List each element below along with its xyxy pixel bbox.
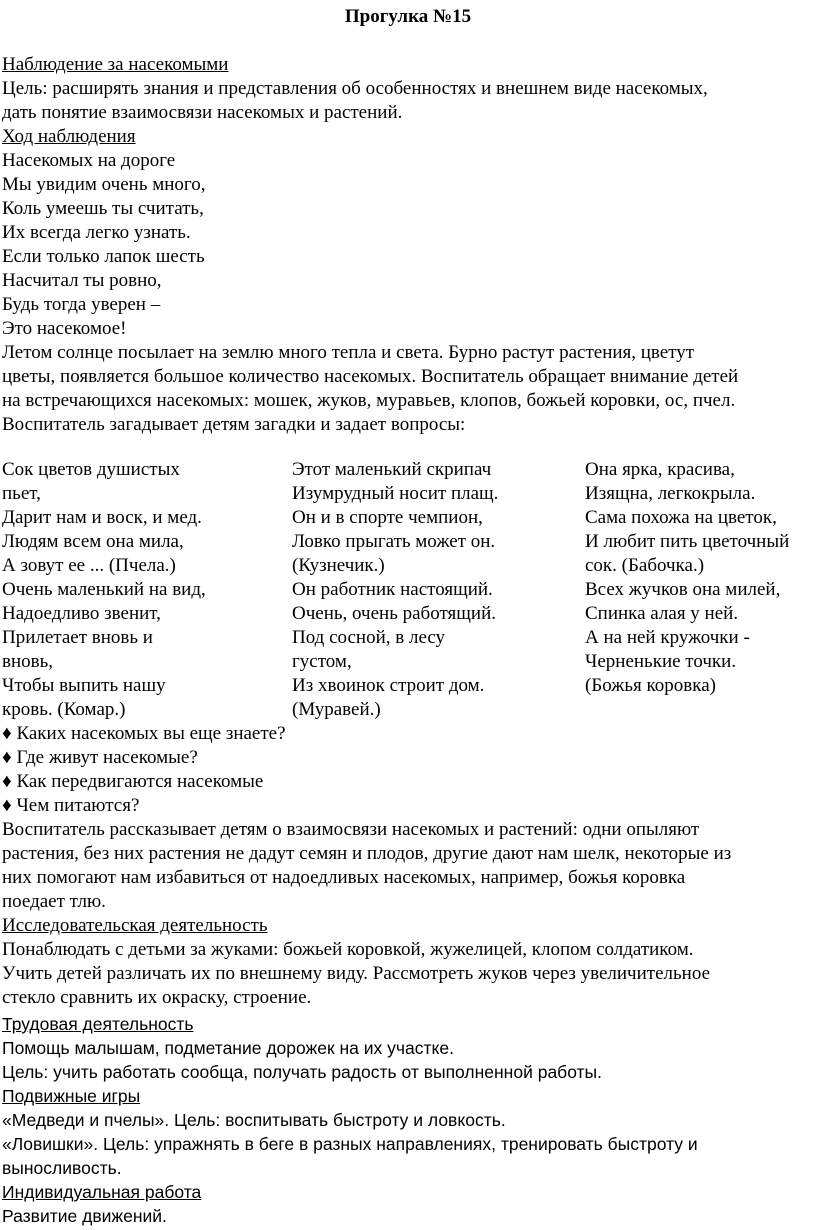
game-line: «Медведи и пчелы». Цель: воспитывать быстроту и ловкость.: [2, 1110, 506, 1130]
question-item: ♦ Как передвигаются насекомые: [2, 771, 264, 792]
riddle-line: Чтобы выпить нашу: [2, 675, 166, 696]
riddle-line: Он и в спорте чемпион,: [292, 507, 483, 528]
summer-line: Воспитатель загадывает детям загадки и задает вопросы:: [2, 414, 466, 435]
questions-and-activities: [2, 722, 814, 1010]
riddle-line: Очень, очень работящий.: [292, 603, 496, 624]
individual-line: Развитие движений.: [2, 1206, 167, 1226]
riddle-line: А зовут ее ... (Пчела.): [2, 555, 176, 576]
goal-line-1: Цель: расширять знания и представления об особенностях и внешнем виде насекомых,: [2, 78, 708, 99]
teacher-line: растения, без них растения не дадут семян и плодов, другие дают нам шелк, некоторые из: [2, 843, 732, 864]
poem-line: Будь тогда уверен –: [2, 294, 161, 315]
riddle-line: Он работник настоящий.: [292, 579, 493, 600]
riddle-line: Изящна, легкокрыла.: [585, 483, 756, 504]
game-line: выносливость.: [2, 1158, 122, 1178]
riddle-line: Сама похожа на цветок,: [585, 507, 777, 528]
question-item: ♦ Чем питаются?: [2, 795, 140, 816]
riddle-line: Она ярка, красива,: [585, 459, 735, 480]
teacher-line: Воспитатель рассказывает детям о взаимосвязи насекомых и растений: одни опыляют: [2, 819, 700, 840]
summer-line: Летом солнце посылает на землю много тепла и света. Бурно растут растения, цветут: [2, 342, 695, 363]
goal-line-2: дать понятие взаимосвязи насекомых и растений.: [2, 102, 403, 123]
riddle-line: (Божья коровка): [585, 675, 716, 696]
riddle-line: кровь. (Комар.): [2, 699, 126, 720]
riddle-line: Дарит нам и воск, и мед.: [2, 507, 202, 528]
riddle-line: Под сосной, в лесу: [292, 627, 446, 648]
research-line: Понаблюдать с детьми за жуками: божьей коровкой, жужелицей, клопом солдатиком.: [2, 939, 694, 960]
summer-line: цветы, появляется большое количество насекомых. Воспитатель обращает внимание детей: [2, 366, 739, 387]
labor-games-section: [2, 1012, 814, 1228]
riddle-line: (Кузнечик.): [292, 555, 385, 576]
poem-line: Коль умеешь ты считать,: [2, 198, 204, 219]
poem-line: Их всегда легко узнать.: [2, 222, 191, 243]
riddle-line: Очень маленький на вид,: [2, 579, 206, 600]
riddle-line: Из хвоинок строит дом.: [292, 675, 485, 696]
observation-section: [2, 53, 814, 437]
poem-line: Насекомых на дороге: [2, 150, 176, 171]
riddle-line: Прилетает вновь и: [2, 627, 153, 648]
research-heading: Исследовательская деятельность: [2, 915, 268, 936]
page-title: Прогулка №15: [344, 6, 472, 27]
riddle-line: Надоедливо звенит,: [2, 603, 161, 624]
riddle-line: И любит пить цветочный: [585, 531, 790, 552]
games-heading: Подвижные игры: [2, 1086, 141, 1106]
riddle-line: А на ней кружочки -: [585, 627, 750, 648]
poem-line: Насчитал ты ровно,: [2, 270, 162, 291]
question-item: ♦ Каких насекомых вы еще знаете?: [2, 723, 286, 744]
riddle-column-2: [292, 458, 498, 722]
teacher-line: поедает тлю.: [2, 891, 106, 912]
riddle-line: Всех жучков она милей,: [585, 579, 781, 600]
riddle-line: Черненькие точки.: [585, 651, 737, 672]
riddle-line: вновь,: [2, 651, 54, 672]
riddle-line: густом,: [292, 651, 352, 672]
game-line: «Ловишки». Цель: упражнять в беге в разных направлениях, тренировать быстроту и: [2, 1134, 698, 1154]
labor-heading: Трудовая деятельность: [2, 1014, 194, 1034]
riddle-line: пьет,: [2, 483, 41, 504]
course-heading: Ход наблюдения: [2, 126, 136, 147]
summer-line: на встречающихся насекомых: мошек, жуков, муравьев, клопов, божьей коровки, ос, пчел.: [2, 390, 736, 411]
teacher-line: них помогают нам избавиться от надоедливых насекомых, например, божья коровка: [2, 867, 686, 888]
observation-heading: Наблюдение за насекомыми: [2, 54, 229, 75]
riddle-line: Спинка алая у ней.: [585, 603, 739, 624]
riddle-line: Этот маленький скрипач: [292, 459, 492, 480]
riddle-line: сок. (Бабочка.): [585, 555, 705, 576]
riddle-line: Людям всем она мила,: [2, 531, 184, 552]
labor-line: Помощь малышам, подметание дорожек на их участке.: [2, 1038, 454, 1058]
riddle-line: Ловко прыгать может он.: [292, 531, 496, 552]
poem-line: Мы увидим очень много,: [2, 174, 206, 195]
poem-line: Если только лапок шесть: [2, 246, 205, 267]
labor-line: Цель: учить работать сообща, получать радость от выполненной работы.: [2, 1062, 602, 1082]
individual-heading: Индивидуальная работа: [2, 1182, 202, 1202]
question-item: ♦ Где живут насекомые?: [2, 747, 198, 768]
research-line: стекло сравнить их окраску, строение.: [2, 987, 312, 1008]
riddle-line: Изумрудный носит плащ.: [292, 483, 499, 504]
riddle-line: (Муравей.): [292, 699, 381, 720]
riddle-column-3: [585, 458, 789, 698]
riddle-line: Сок цветов душистых: [2, 459, 180, 480]
research-line: Учить детей различать их по внешнему виду. Рассмотреть жуков через увеличительное: [2, 963, 711, 984]
riddle-column-1: [2, 458, 206, 722]
poem-line: Это насекомое!: [2, 318, 127, 339]
